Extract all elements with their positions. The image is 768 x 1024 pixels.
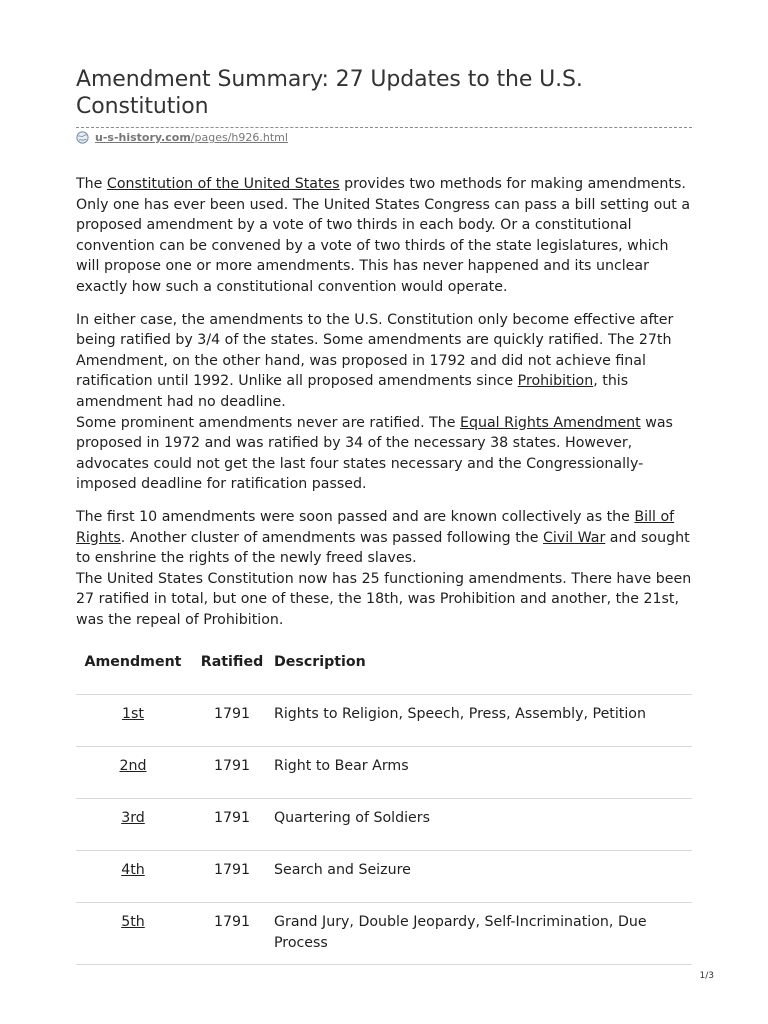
ratified-cell: 1791: [190, 747, 274, 799]
ratified-cell: 1791: [190, 903, 274, 965]
paragraph-2: [76, 310, 692, 413]
p1-text-post: provides two methods for making amendments. Only one has ever been used. The United States Congress can pass a bill setting out a proposed amendment by a vote of two thirds in each body. Or a constitutional convention can be convened by a vote of two thirds of the state legislatures, which will propose one or more amendments. This has never happened and its unclear exactly how such a constitutional convention would operate.: [76, 176, 691, 295]
amendment-link[interactable]: 5th: [121, 914, 145, 931]
p2-text-post: , this amendment had no deadline.: [76, 373, 629, 410]
amendments-table: [76, 652, 692, 965]
ratified-cell: 1791: [190, 851, 274, 903]
table-row: [76, 851, 692, 903]
table-row: [76, 903, 692, 965]
amendment-link[interactable]: 1st: [122, 706, 144, 723]
paragraph-3: [76, 413, 692, 495]
globe-icon: [76, 131, 89, 144]
amendment-link[interactable]: 2nd: [119, 758, 147, 775]
prohibition-link[interactable]: Prohibition: [517, 373, 594, 390]
table-row: [76, 695, 692, 747]
p4-text-pre: The first 10 amendments were soon passed and are known collectively as the: [76, 508, 635, 525]
p2-text-pre: In either case, the amendments to the U.S. Constitution only become effective after being ratified by 3/4 of the states. Some amendments are quickly ratified. The 27th Amendment, on the other hand, was proposed in 1792 and did not achieve final ratification until 1992. Unlike all proposed amendments since: [76, 311, 674, 390]
p1-text-pre: The: [76, 176, 107, 192]
bill-of-rights-link[interactable]: Bill of Rights: [76, 508, 675, 546]
page-number: 1/3: [699, 971, 714, 981]
source-host[interactable]: u-s-history.com: [95, 131, 191, 144]
description-cell: Search and Seizure: [274, 851, 692, 903]
p3-text-pre: Some prominent amendments never are ratified. The: [76, 414, 461, 431]
table-row: [76, 799, 692, 851]
ratified-cell: 1791: [190, 799, 274, 851]
description-cell: Rights to Religion, Speech, Press, Assembly, Petition: [274, 695, 692, 747]
page-title: Amendment Summary: 27 Updates to the U.S. Constitution: [76, 67, 583, 119]
amendment-link[interactable]: 3rd: [121, 810, 145, 827]
header-description: Description: [274, 654, 366, 671]
table-header-row: [76, 652, 692, 695]
description-cell: Right to Bear Arms: [274, 747, 692, 799]
document-page: [76, 66, 692, 965]
paragraph-5: The United States Constitution now has 25 functioning amendments. There have been 27 ratified in total, but one of these, the 18th, was Prohibition and another, the 21st, was the repeal of Prohibition.: [76, 570, 692, 628]
constitution-link[interactable]: Constitution of the United States: [106, 176, 340, 192]
ratified-cell: 1791: [190, 695, 274, 747]
civil-war-link[interactable]: Civil War: [543, 529, 606, 546]
table-row: [76, 747, 692, 799]
p4-text-mid: . Another cluster of amendments was passed following the: [120, 529, 543, 546]
paragraph-4: [76, 507, 692, 569]
amendment-link[interactable]: 4th: [121, 862, 145, 879]
source-url[interactable]: [76, 127, 692, 144]
p3-text-post: was proposed in 1972 and was ratified by 34 of the necessary 38 states. However, advocates could not get the last four states necessary and the Congressionally-imposed deadline for ratification passed.: [76, 414, 673, 493]
p4-text-post: and sought to enshrine the rights of the newly freed slaves.: [76, 529, 690, 567]
description-cell: Grand Jury, Double Jeopardy, Self-Incrimination, Due Process: [274, 903, 692, 965]
paragraph-1: [76, 174, 692, 298]
header-amendment: Amendment: [84, 654, 182, 671]
equal-rights-amendment-link[interactable]: Equal Rights Amendment: [460, 414, 641, 431]
source-path[interactable]: /pages/h926.html: [190, 131, 288, 144]
header-ratified: Ratified: [200, 654, 264, 671]
description-cell: Quartering of Soldiers: [274, 799, 692, 851]
